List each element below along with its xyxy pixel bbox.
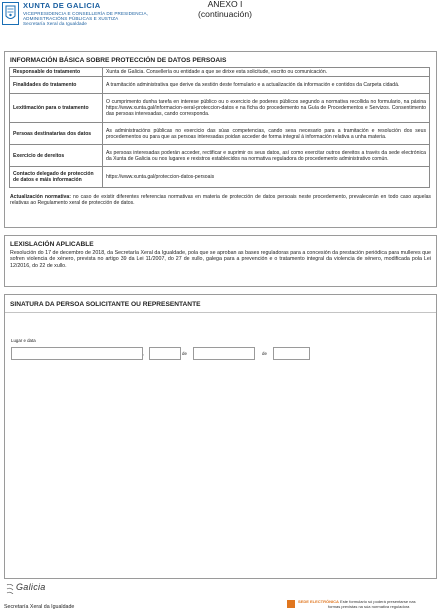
row-value: As persoas interesadas poderán acceder, rectificar e suprimir os seus datos, así como exercitar outros dereitos a través da sede electrónica da Xunta de Galicia ou nos lugares e rexistros establecidos na normativa reguladora do procedemento administrativo común. bbox=[103, 145, 430, 167]
dept-line-1: VICEPRESIDENCIA E CONSELLERÍA DE PRESIDENCIA, bbox=[23, 11, 148, 16]
galicia-logo-text: Galicia bbox=[16, 582, 46, 592]
regulatory-update-label: Actualización normativa: bbox=[10, 194, 71, 200]
signature-title: SINATURA DA PERSOA SOLICITANTE OU REPRESENTANTE bbox=[10, 301, 201, 308]
table-row bbox=[10, 68, 430, 77]
xunta-shield-icon bbox=[3, 3, 18, 24]
row-key: Finalidades do tratamento bbox=[10, 77, 103, 94]
table-row bbox=[10, 167, 430, 188]
place-date-label: Lugar e data bbox=[11, 338, 36, 343]
table-row bbox=[10, 123, 430, 145]
table-row bbox=[10, 145, 430, 167]
row-value: A tramitación administrativa que derive da xestión deste formulario e a actualización da información e contidos da Carpeta cidadá. bbox=[103, 77, 430, 94]
legislation-section bbox=[4, 235, 437, 287]
row-value: O cumprimento dunha tarefa en interese público ou o exercicio de poderes públicos segundo a normativa recollida no formulario, na páxina https://www.xunta.gal/informacion-xeral-proteccion-datos e na ficha do procedemento na Guía de Procedementos e Servizos. Consentimento das persoas interesadas, cando corresponda. bbox=[103, 94, 430, 123]
row-value: Xunta de Galicia. Consellería ou entidade a que se dirixe esta solicitude, escrito ou comunicación. bbox=[103, 68, 430, 77]
legislation-text: Resolución do 17 de decembro de 2018, da Secretaría Xeral da Igualdade, pola que se aproban as bases reguladoras para a concesión da prestación periódica para mulleres que sofren violencia de xénero, prevista no artigo 39 da Lei 11/2007, do 27 de xullo, galega para a prevención e o tratamento integral da violencia de xénero, modificada pola Lei 12/2016, do 22 de xullo. bbox=[10, 250, 431, 269]
sede-note-line-1: Este formulario só poderá presentarse nas bbox=[340, 599, 416, 604]
data-protection-table bbox=[9, 67, 430, 188]
month-input[interactable] bbox=[193, 347, 255, 360]
place-input[interactable] bbox=[11, 347, 143, 360]
de-label-2: de bbox=[262, 351, 267, 356]
galicia-mark-icon bbox=[6, 584, 14, 594]
legislation-title: LEXISLACIÓN APLICABLE bbox=[10, 241, 94, 248]
annex-heading bbox=[190, 0, 260, 19]
regulatory-update-text: no caso de existir diferentes referencias normativas en materia de protección de datos persoais neste procedemento, prevalecerán en todo caso aquelas relativas ao Regulamento xeral de protección de datos. bbox=[10, 194, 431, 206]
table-row bbox=[10, 77, 430, 94]
row-key: Responsable do tratamento bbox=[10, 68, 103, 77]
row-key: Lexitimación para o tratamento bbox=[10, 94, 103, 123]
row-key: Persoas destinatarias dos datos bbox=[10, 123, 103, 145]
de-label-1: de bbox=[182, 351, 187, 356]
dept-line-3: Secretaría Xeral da Igualdade bbox=[23, 21, 87, 26]
signature-divider bbox=[5, 312, 436, 313]
data-protection-section bbox=[4, 51, 437, 228]
row-key: Contacto delegado de protección de datos e máis información bbox=[10, 167, 103, 188]
row-value: As administracións públicas no exercicio das súas competencias, cando sexa necesario para a tramitación e resolución dos seus procedementos ou para que as persoas interesadas poidan acceder de forma integral á información relativa a unha materia. bbox=[103, 123, 430, 145]
signature-section bbox=[4, 294, 437, 579]
dept-line-2: ADMINISTRACIÓNS PÚBLICAS E XUSTIZA bbox=[23, 16, 119, 21]
xunta-logo bbox=[2, 2, 19, 25]
footer-secretariat: Secretaría Xeral da Igualdade bbox=[4, 604, 75, 610]
row-value: https://www.xunta.gal/proteccion-datos-persoais bbox=[103, 167, 430, 188]
data-protection-title: INFORMACIÓN BÁSICA SOBRE PROTECCIÓN DE DATOS PERSOAIS bbox=[10, 57, 227, 64]
org-title: XUNTA DE GALICIA bbox=[23, 1, 101, 10]
regulatory-update-note bbox=[10, 194, 431, 206]
sede-label[interactable]: SEDE ELECTRÓNICA bbox=[298, 599, 339, 604]
sede-block bbox=[298, 600, 416, 609]
row-key: Exercicio de dereitos bbox=[10, 145, 103, 167]
annex-subtitle: (continuación) bbox=[198, 8, 252, 19]
sede-note-line-2: formas previstas na súa normativa reguladora bbox=[328, 603, 410, 609]
sede-icon bbox=[287, 600, 295, 608]
day-input[interactable] bbox=[149, 347, 181, 360]
comma-separator: , bbox=[143, 351, 145, 356]
table-row bbox=[10, 94, 430, 123]
annex-title: ANEXO I bbox=[207, 0, 243, 9]
year-input[interactable] bbox=[273, 347, 310, 360]
